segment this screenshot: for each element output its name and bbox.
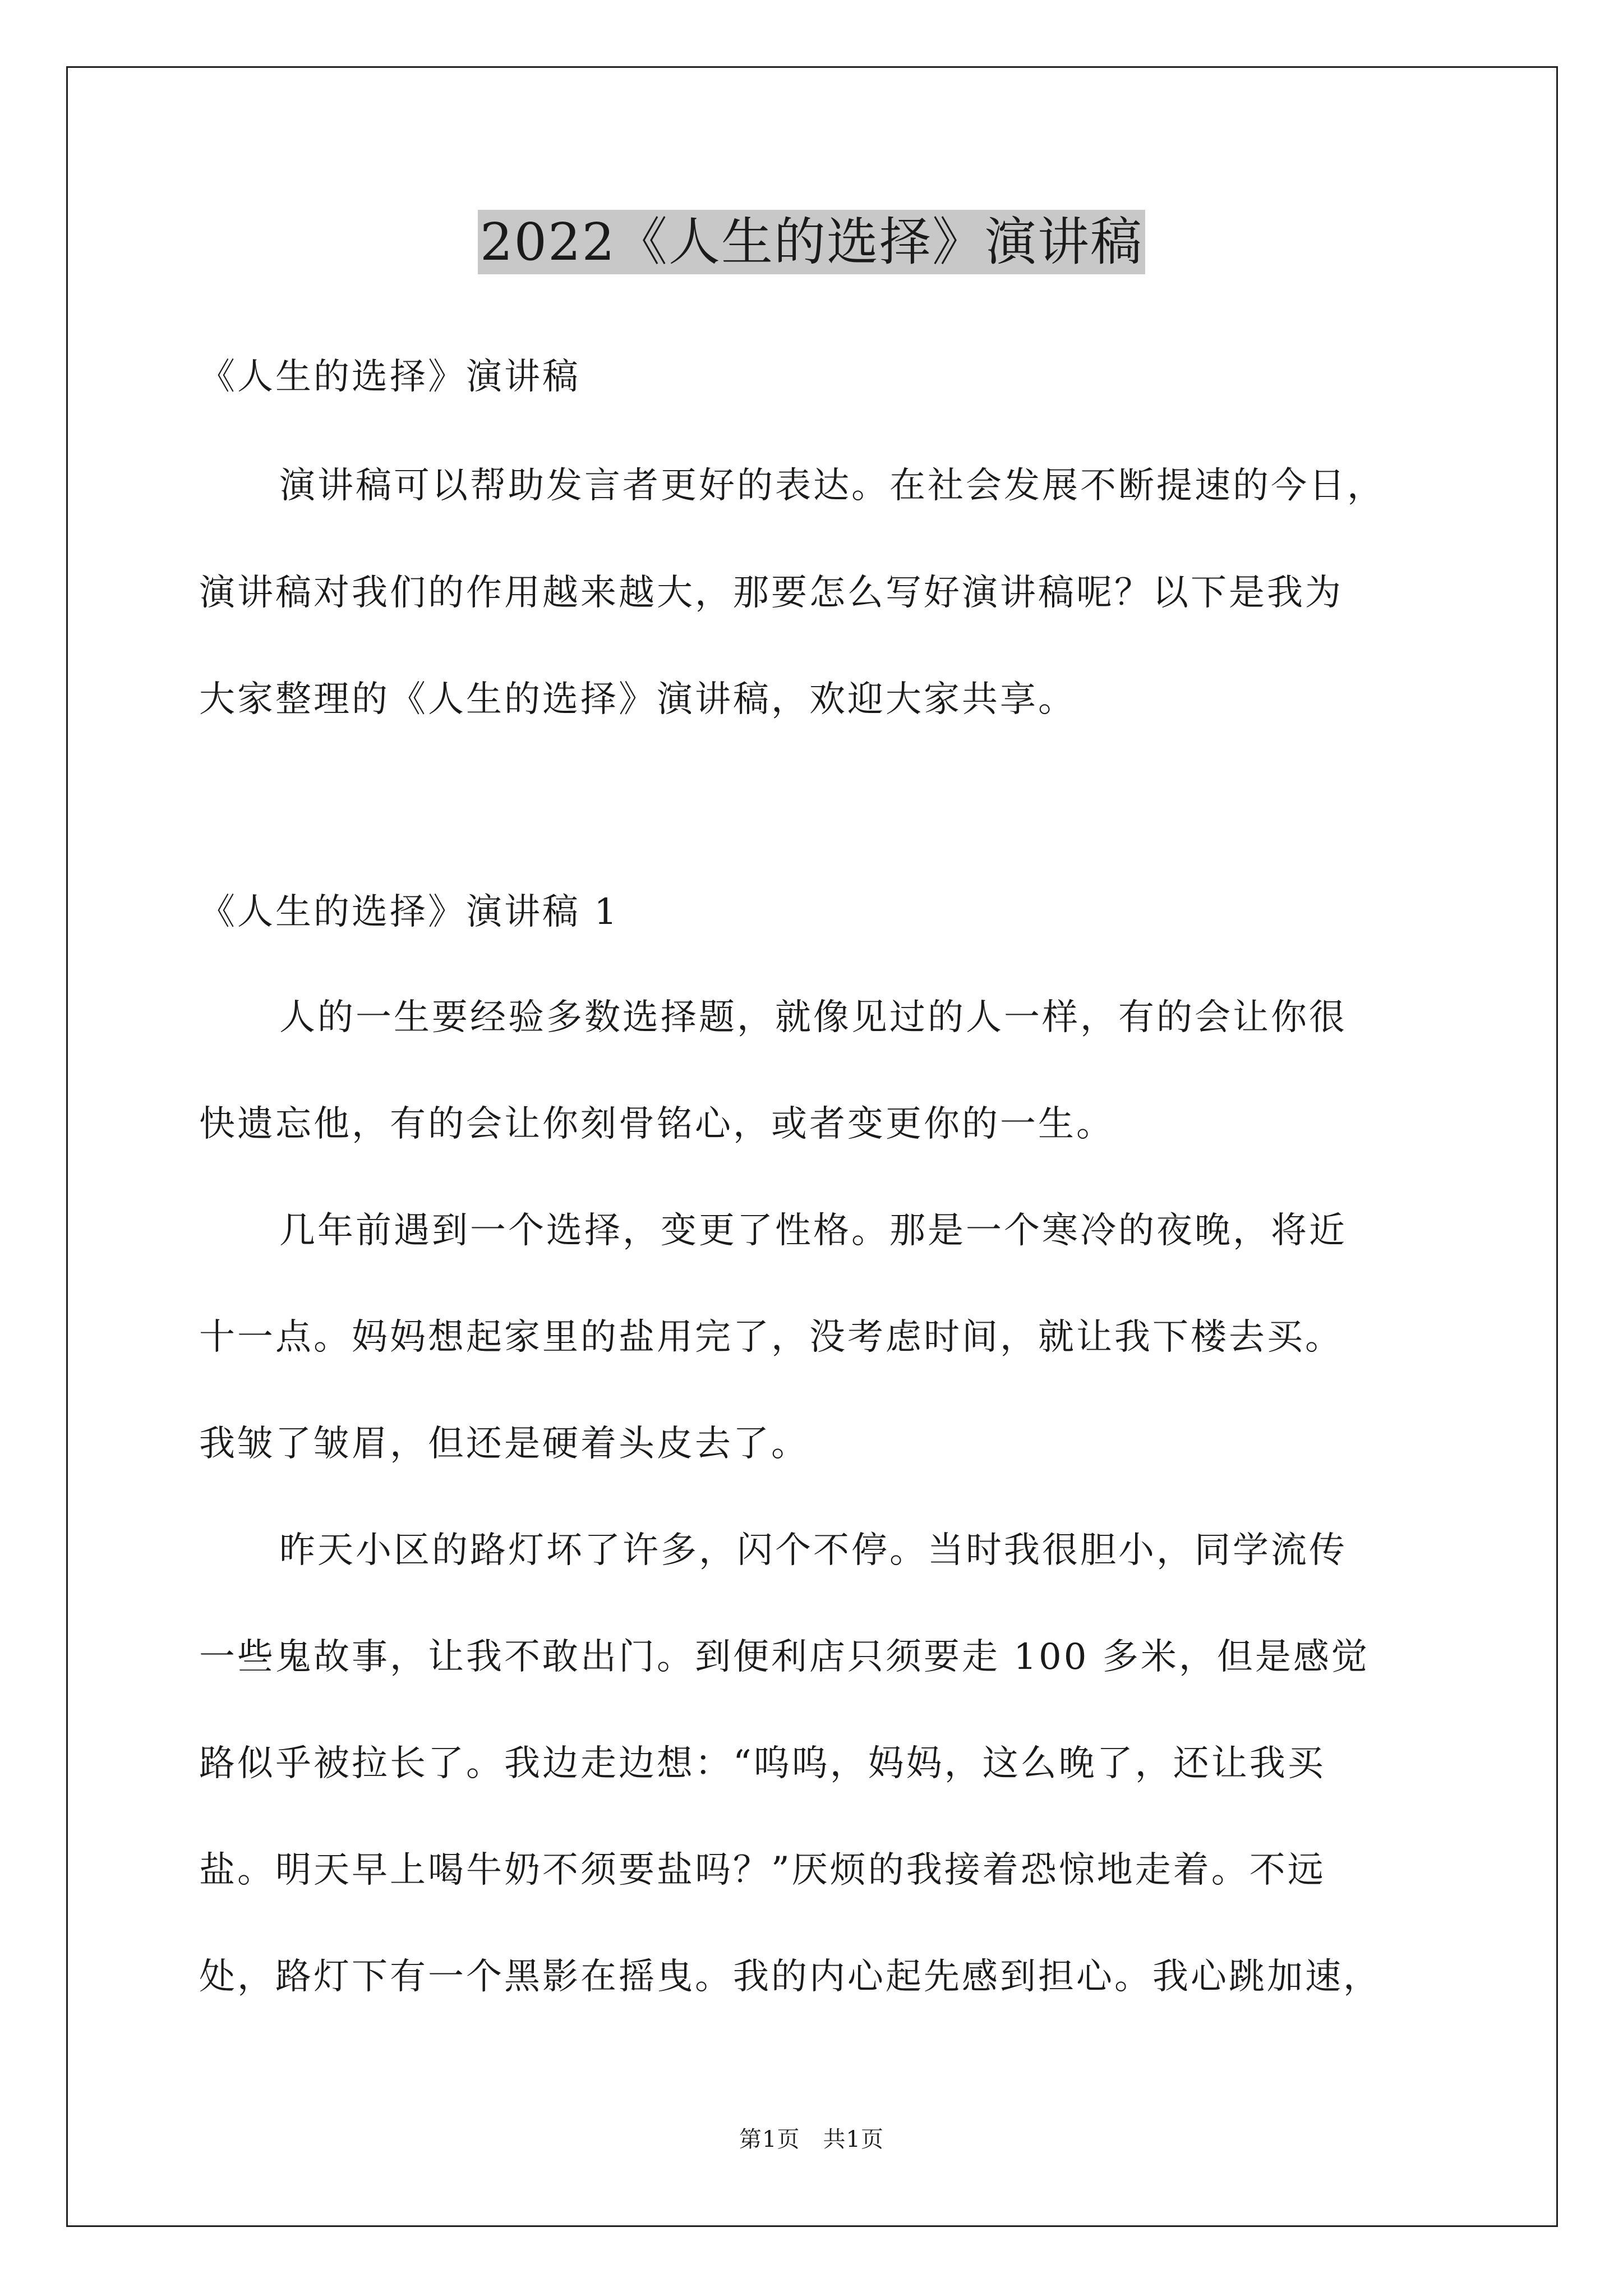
subtitle: 《人生的选择》演讲稿: [199, 356, 580, 398]
body-line: 处，路灯下有一个黑影在摇曳。我的内心起先感到担心。我心跳加速，: [199, 1956, 1381, 1998]
intro-line: 演讲稿可以帮助发言者更好的表达。在社会发展不断提速的今日，: [279, 465, 1385, 507]
body-line: 几年前遇到一个选择，变更了性格。那是一个寒冷的夜晚，将近: [279, 1210, 1347, 1251]
body-line: 十一点。妈妈想起家里的盐用完了，没考虑时间，就让我下楼去买。: [199, 1317, 1343, 1358]
body-line: 昨天小区的路灯坏了许多，闪个不停。当时我很胆小，同学流传: [279, 1530, 1347, 1571]
intro-line: 大家整理的《人生的选择》演讲稿，欢迎大家共享。: [199, 679, 1076, 720]
body-line: 路似乎被拉长了。我边走边想：“呜呜，妈妈，这么晚了，还让我买: [199, 1743, 1326, 1784]
body-line: 我皱了皱眉，但还是硬着头皮去了。: [199, 1423, 809, 1465]
intro-line: 演讲稿对我们的作用越来越大，那要怎么写好演讲稿呢？以下是我为: [199, 572, 1343, 614]
body-line: 一些鬼故事，让我不敢出门。到便利店只须要走 100 多米，但是感觉: [199, 1636, 1370, 1678]
document-title-text: 2022《人生的选择》演讲稿: [478, 210, 1145, 274]
section-heading: 《人生的选择》演讲稿 1: [199, 891, 620, 933]
body-line: 快遗忘他，有的会让你刻骨铭心，或者变更你的一生。: [199, 1103, 1114, 1145]
body-line: 盐。明天早上喝牛奶不须要盐吗？”厌烦的我接着恐惊地走着。不远: [199, 1849, 1326, 1891]
body-line: 人的一生要经验多数选择题，就像见过的人一样，有的会让你很: [279, 997, 1347, 1038]
page-footer: 第1页 共1页: [739, 2127, 884, 2152]
document-title: [0, 209, 1623, 276]
